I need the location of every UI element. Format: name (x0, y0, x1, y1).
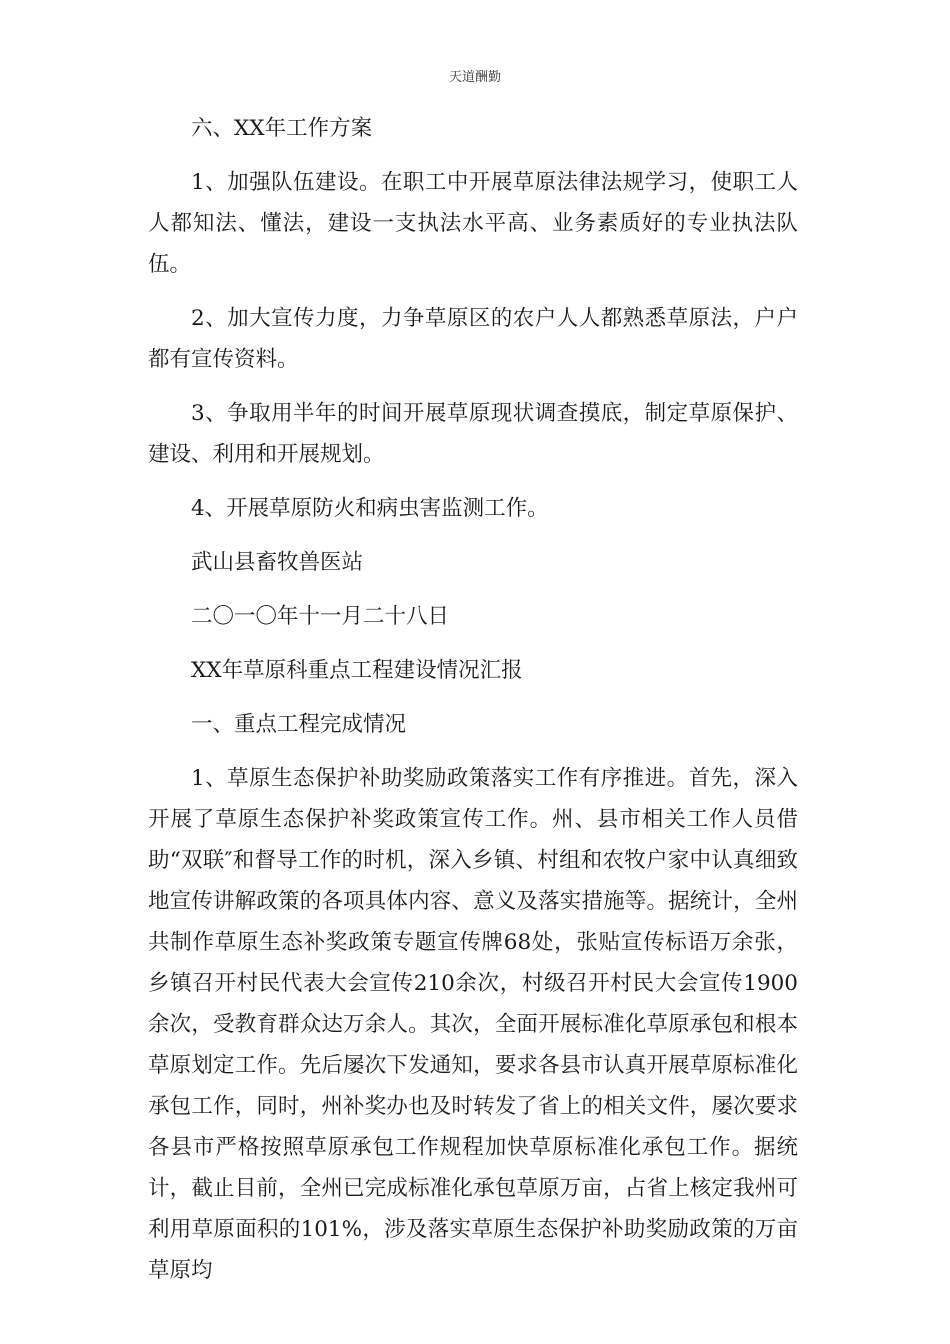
paragraph: 1、加强队伍建设。在职工中开展草原法律法规学习，使职工人人都知法、懂法，建设一支执法水平高、业务素质好的专业执法队伍。 (148, 170, 798, 277)
paragraph: 1、草原生态保护补助奖励政策落实工作有序推进。首先，深入开展了草原生态保护补奖政策宣传工作。州、县市相关工作人员借助“双联″和督导工作的时机，深入乡镇、村组和农牧户家中认真细致地宣传讲解政策的各项具体内容、意义及落实措施等。据统计，全州共制作草原生态补奖政策专题宣传牌68处，张贴宣传标语万余张，乡镇召开村民代表大会宣传210余次，村级召开村民大会宣传1900余次，受教育群众达万余人。其次，全面开展标准化草原承包和根本草原划定工作。先后屡次下发通知，要求各县市认真开展草原标准化承包工作，同时，州补奖办也及时转发了省上的相关文件，屡次要求各县市严格按照草原承包工作规程加快草原标准化承包工作。据统计，截止目前，全州已完成标准化承包草原万亩，占省上核定我州可利用草原面积的101%，涉及落实草原生态保护补助奖励政策的万亩草原均 (148, 766, 798, 1283)
report-title: XX年草原科重点工程建设情况汇报 (191, 658, 523, 683)
page-header: 天道酬勤 (448, 70, 501, 85)
document-body (148, 108, 798, 1304)
section-heading-work-plan: 六、XX年工作方案 (191, 116, 373, 141)
signature-organization: 武山县畜牧兽医站 (191, 550, 364, 575)
paragraph: 2、加大宣传力度，力争草原区的农户人人都熟悉草原法，户户都有宣传资料。 (148, 306, 798, 372)
paragraph: 3、争取用半年的时间开展草原现状调查摸底，制定草原保护、建设、利用和开展规划。 (148, 401, 798, 467)
section-heading-completion: 一、重点工程完成情况 (191, 712, 407, 737)
paragraph: 4、开展草原防火和病虫害监测工作。 (191, 496, 549, 521)
signature-date: 二〇一〇年十一月二十八日 (191, 604, 450, 629)
